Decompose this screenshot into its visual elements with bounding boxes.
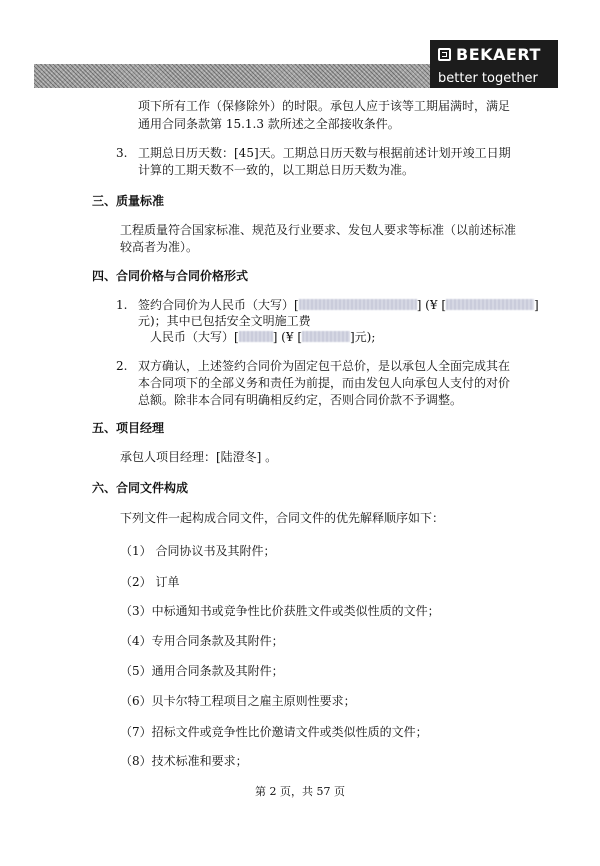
brand-tagline: better together	[438, 71, 538, 86]
text-line: 承包人项目经理：[陆澄冬] 。	[120, 450, 278, 464]
redacted-text	[239, 331, 273, 342]
redacted-text	[446, 299, 534, 310]
list-item: （7）招标文件或竞争性比价邀请文件或类似性质的文件；	[120, 725, 428, 739]
list-item: （6）贝卡尔特工程项目之雇主原则性要求；	[120, 694, 356, 708]
list-item: （2） 订单	[120, 575, 180, 589]
text-line: 元)；其中已包括安全文明施工费	[138, 314, 311, 328]
text-line: 较高者为准）。	[120, 240, 199, 254]
list-item: （4）专用合同条款及其附件；	[120, 634, 284, 648]
bekaert-logo-icon	[438, 48, 451, 61]
text-line: 下列文件一起构成合同文件，合同文件的优先解释顺序如下：	[120, 511, 445, 525]
text-line: 工期总日历天数：[45]天。工期总日历天数与根据前述计划开竣工日期	[138, 146, 511, 160]
section-heading: 六、合同文件构成	[92, 481, 189, 495]
text-line: 计算的工期天数不一致的，以工期总日历天数为准。	[138, 163, 415, 177]
text-line: 工程质量符合国家标准、规范及行业要求、发包人要求等标准（以前述标准	[120, 223, 517, 237]
section-heading: 五、项目经理	[92, 421, 165, 435]
text-line: 总额。除非本合同有明确相反约定，否则合同价款不予调整。	[138, 393, 463, 407]
section-heading: 三、质量标准	[92, 194, 165, 208]
list-number: 3.	[116, 146, 128, 160]
list-number: 1.	[116, 298, 128, 312]
text-line: 项下所有工作（保修除外）的时限。承包人应于该等工期届满时，满足	[138, 99, 511, 113]
price-line: 签约合同价为人民币（大写）[ ] (¥ [ ]	[138, 298, 539, 312]
price-line: 人民币（大写）[ ] (¥ [ ]元);	[150, 330, 376, 344]
section-heading: 四、合同价格与合同价格形式	[92, 269, 249, 283]
redacted-text	[302, 331, 350, 342]
list-item: （5）通用合同条款及其附件；	[120, 664, 284, 678]
list-number: 2.	[116, 359, 128, 373]
page-number: 第 2 页，共 57 页	[255, 785, 345, 798]
list-item: （3）中标通知书或竞争性比价获胜文件或类似性质的文件；	[120, 604, 440, 618]
text-line: 双方确认，上述签约合同价为固定包干总价，是以承包人全面完成其在	[138, 359, 511, 373]
brand-name: BEKAERT	[456, 44, 541, 64]
list-item: （8）技术标准和要求；	[120, 754, 248, 768]
list-item: （1） 合同协议书及其附件；	[120, 544, 276, 558]
bekaert-logo	[430, 40, 558, 88]
redacted-text	[299, 299, 417, 310]
text-line: 通用合同条款第 15.1.3 款所述之全部接收条件。	[138, 117, 400, 131]
text-line: 本合同项下的全部义务和责任为前提，而由发包人向承包人支付的对价	[138, 376, 511, 390]
